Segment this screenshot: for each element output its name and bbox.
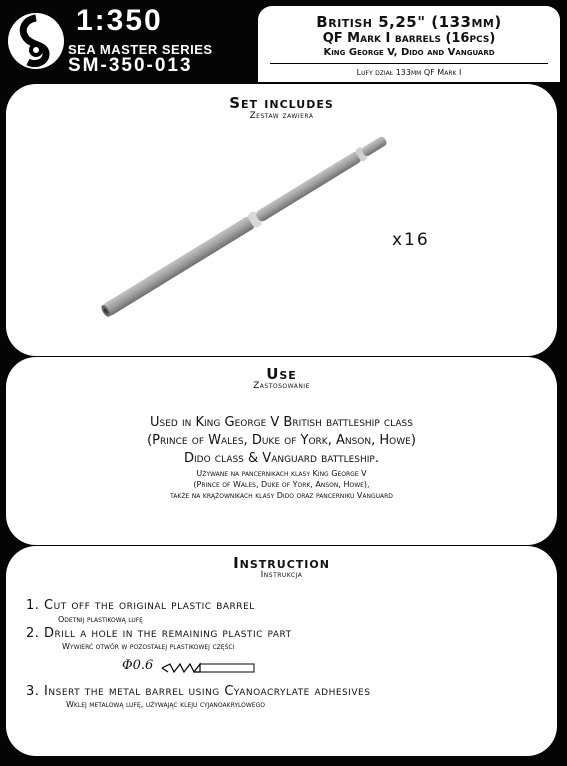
use-title: Use: [266, 365, 297, 383]
set-includes-title: Set includes: [229, 94, 334, 112]
step-2-polish: Wywierć otwór w pozostałej plastikowej części: [62, 642, 235, 651]
series-label: SEA MASTER SERIES: [68, 42, 213, 57]
instruction-subtitle: Instrukcja: [260, 570, 303, 580]
step-1-polish: Odetnij plastikową lufę: [58, 615, 143, 624]
header: [0, 0, 567, 80]
use-subtitle: Zastosowanie: [253, 381, 310, 391]
title-line-3: King George V, Dido and Vanguard: [323, 47, 495, 58]
use-polish-1: Używane na pancernikach klasy King George V: [196, 469, 367, 478]
product-code: SM-350-013: [68, 55, 193, 76]
set-includes-panel: [6, 84, 557, 356]
scale-label: 1:350: [76, 4, 163, 37]
set-includes-subtitle: Zestaw zawiera: [249, 111, 314, 121]
step-3: 3. Insert the metal barrel using Cyanoacrylate adhesives: [26, 684, 371, 699]
title-box: [258, 6, 560, 82]
drill-bit-icon: [160, 661, 256, 675]
drill-size-label: Φ0.6: [122, 658, 154, 673]
step-1: 1. Cut off the original plastic barrel: [26, 598, 255, 613]
step-3-polish: Wklej metalową lufę, używając kleju cyjanoakrylowego: [66, 700, 265, 709]
instruction-panel: [6, 546, 557, 756]
title-line-2: QF Mark I barrels (16pcs): [322, 31, 496, 46]
use-panel: [6, 357, 557, 545]
title-divider: [270, 63, 548, 64]
brand-logo: [6, 8, 66, 74]
use-line-2: (Prince of Wales, Duke of York, Anson, Howe): [147, 433, 416, 448]
step-2: 2. Drill a hole in the remaining plastic part: [26, 626, 292, 641]
instruction-title: Instruction: [233, 554, 330, 572]
quantity-label: x16: [392, 230, 430, 250]
use-polish-3: także na krążownikach klasy Dido oraz pancerniku Vanguard: [170, 491, 393, 500]
use-polish-2: (Prince of Wales, Duke of York, Anson, Howe),: [193, 480, 370, 489]
title-line-1: British 5,25" (133mm): [316, 13, 502, 31]
use-line-3: Dido class & Vanguard battleship.: [184, 451, 379, 466]
use-line-1: Used in King George V British battleship class: [150, 415, 413, 430]
title-polish: Lufy dział 133mm QF Mark I: [356, 68, 462, 77]
